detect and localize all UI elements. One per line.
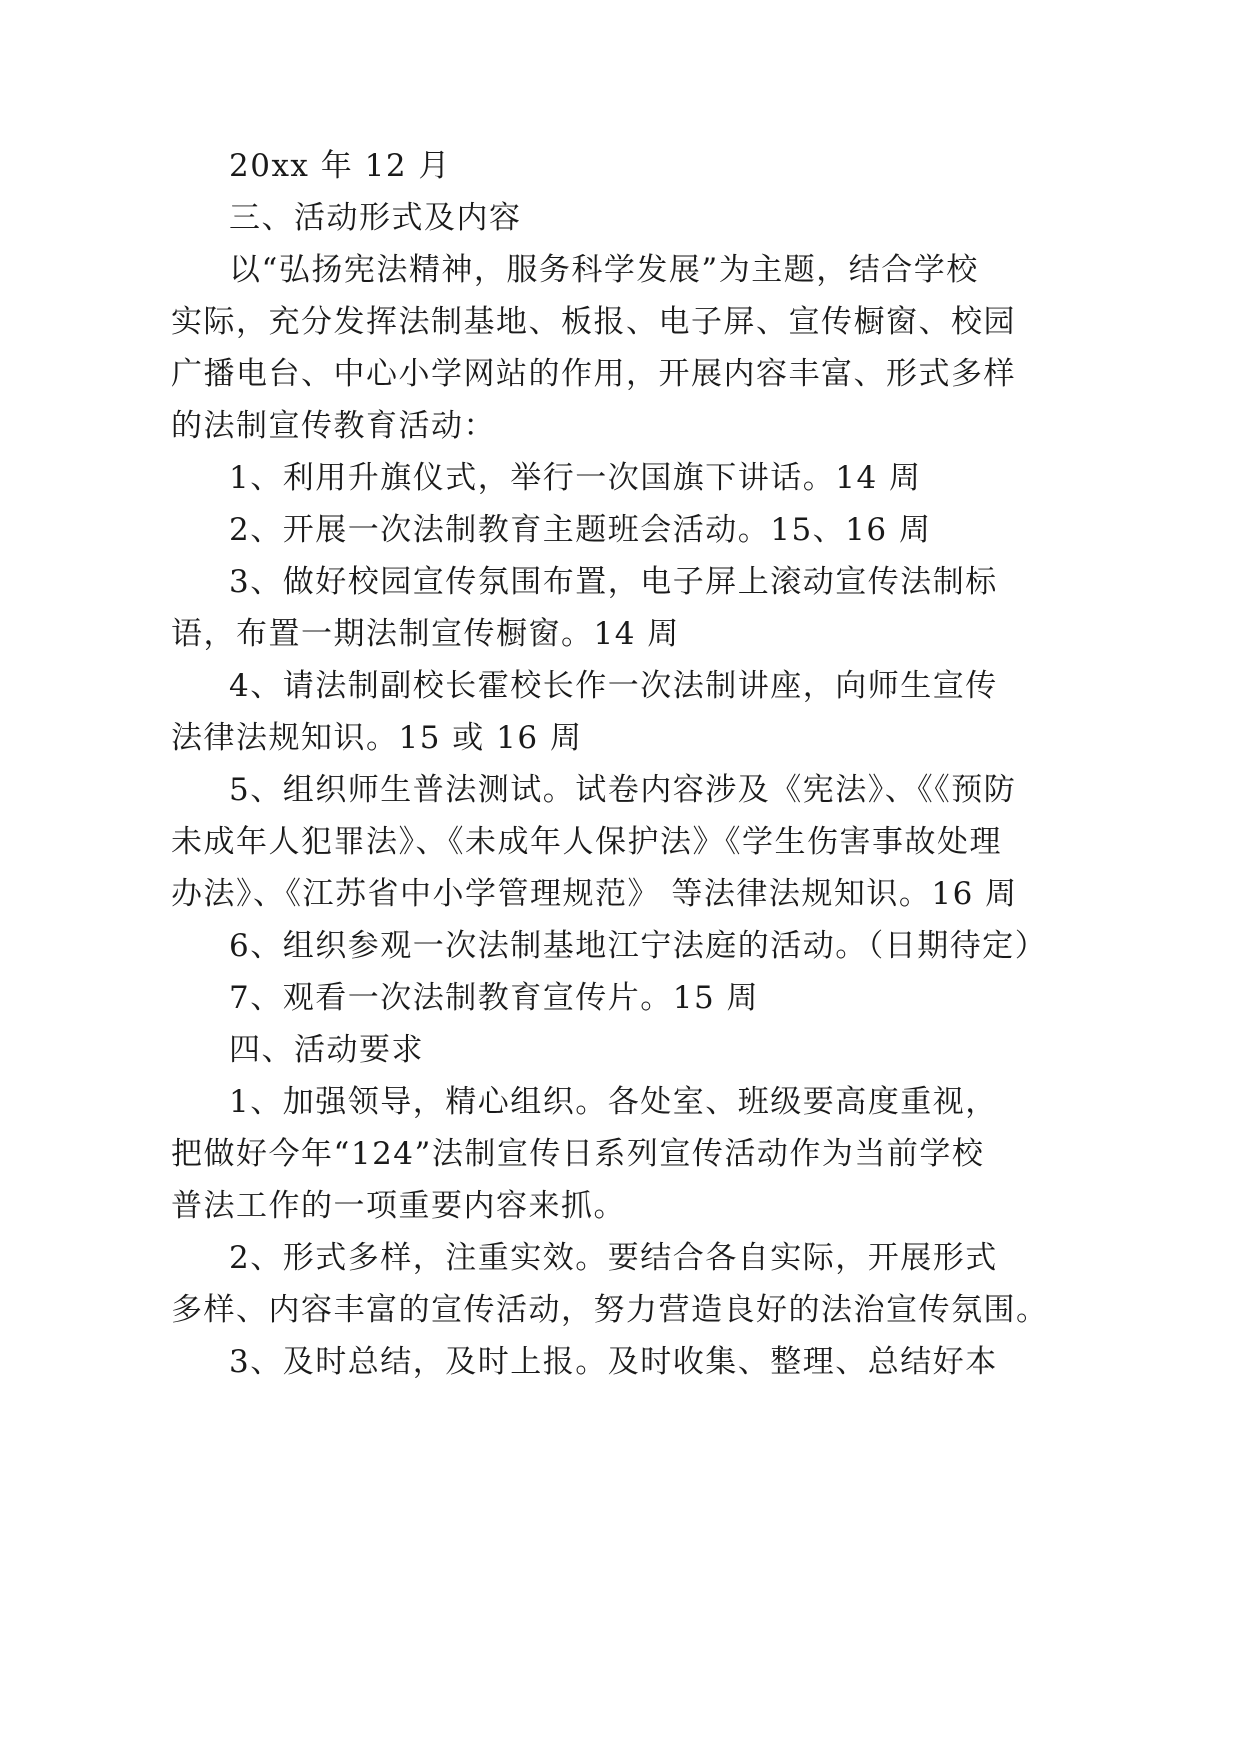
list-item: 3、及时总结，及时上报。及时收集、整理、总结好本 <box>229 1344 998 1380</box>
list-item-continuation: 未成年人犯罪法》、《未成年人保护法》《学生伤害事故处理 <box>171 824 1002 860</box>
list-item: 2、形式多样，注重实效。要结合各自实际，开展形式 <box>229 1240 998 1276</box>
list-item-continuation: 办法》、《江苏省中小学管理规范》 等法律法规知识。16 周 <box>171 876 1018 912</box>
list-item-continuation: 法律法规知识。15 或 16 周 <box>171 720 583 756</box>
list-item: 4、请法制副校长霍校长作一次法制讲座，向师生宣传 <box>229 668 998 704</box>
date-line: 20xx 年 12 月 <box>229 148 451 184</box>
list-item-continuation: 语，布置一期法制宣传橱窗。14 周 <box>171 616 680 652</box>
section-heading-4: 四、活动要求 <box>229 1032 424 1068</box>
list-item-continuation: 普法工作的一项重要内容来抓。 <box>171 1188 626 1224</box>
list-item: 1、加强领导，精心组织。各处室、班级要高度重视， <box>229 1084 998 1120</box>
list-item: 3、做好校园宣传氛围布置，电子屏上滚动宣传法制标 <box>229 564 998 600</box>
paragraph-line: 的法制宣传教育活动： <box>171 408 496 444</box>
paragraph-line: 实际，充分发挥法制基地、板报、电子屏、宣传橱窗、校园 <box>171 304 1016 340</box>
paragraph-line: 以“弘扬宪法精神，服务科学发展”为主题，结合学校 <box>229 252 979 288</box>
list-item: 6、组织参观一次法制基地江宁法庭的活动。（日期待定） <box>229 928 1048 964</box>
section-heading-3: 三、活动形式及内容 <box>229 200 522 236</box>
paragraph-line: 广播电台、中心小学网站的作用，开展内容丰富、形式多样 <box>171 356 1016 392</box>
list-item-continuation: 把做好今年“124”法制宣传日系列宣传活动作为当前学校 <box>171 1136 985 1172</box>
list-item: 1、利用升旗仪式，举行一次国旗下讲话。14 周 <box>229 460 922 496</box>
list-item: 7、观看一次法制教育宣传片。15 周 <box>229 980 760 1016</box>
list-item-continuation: 多样、内容丰富的宣传活动，努力营造良好的法治宣传氛围。 <box>171 1292 1049 1328</box>
list-item: 5、组织师生普法测试。试卷内容涉及《宪法》、《《预防 <box>229 772 1017 808</box>
list-item: 2、开展一次法制教育主题班会活动。15、16 周 <box>229 512 932 548</box>
